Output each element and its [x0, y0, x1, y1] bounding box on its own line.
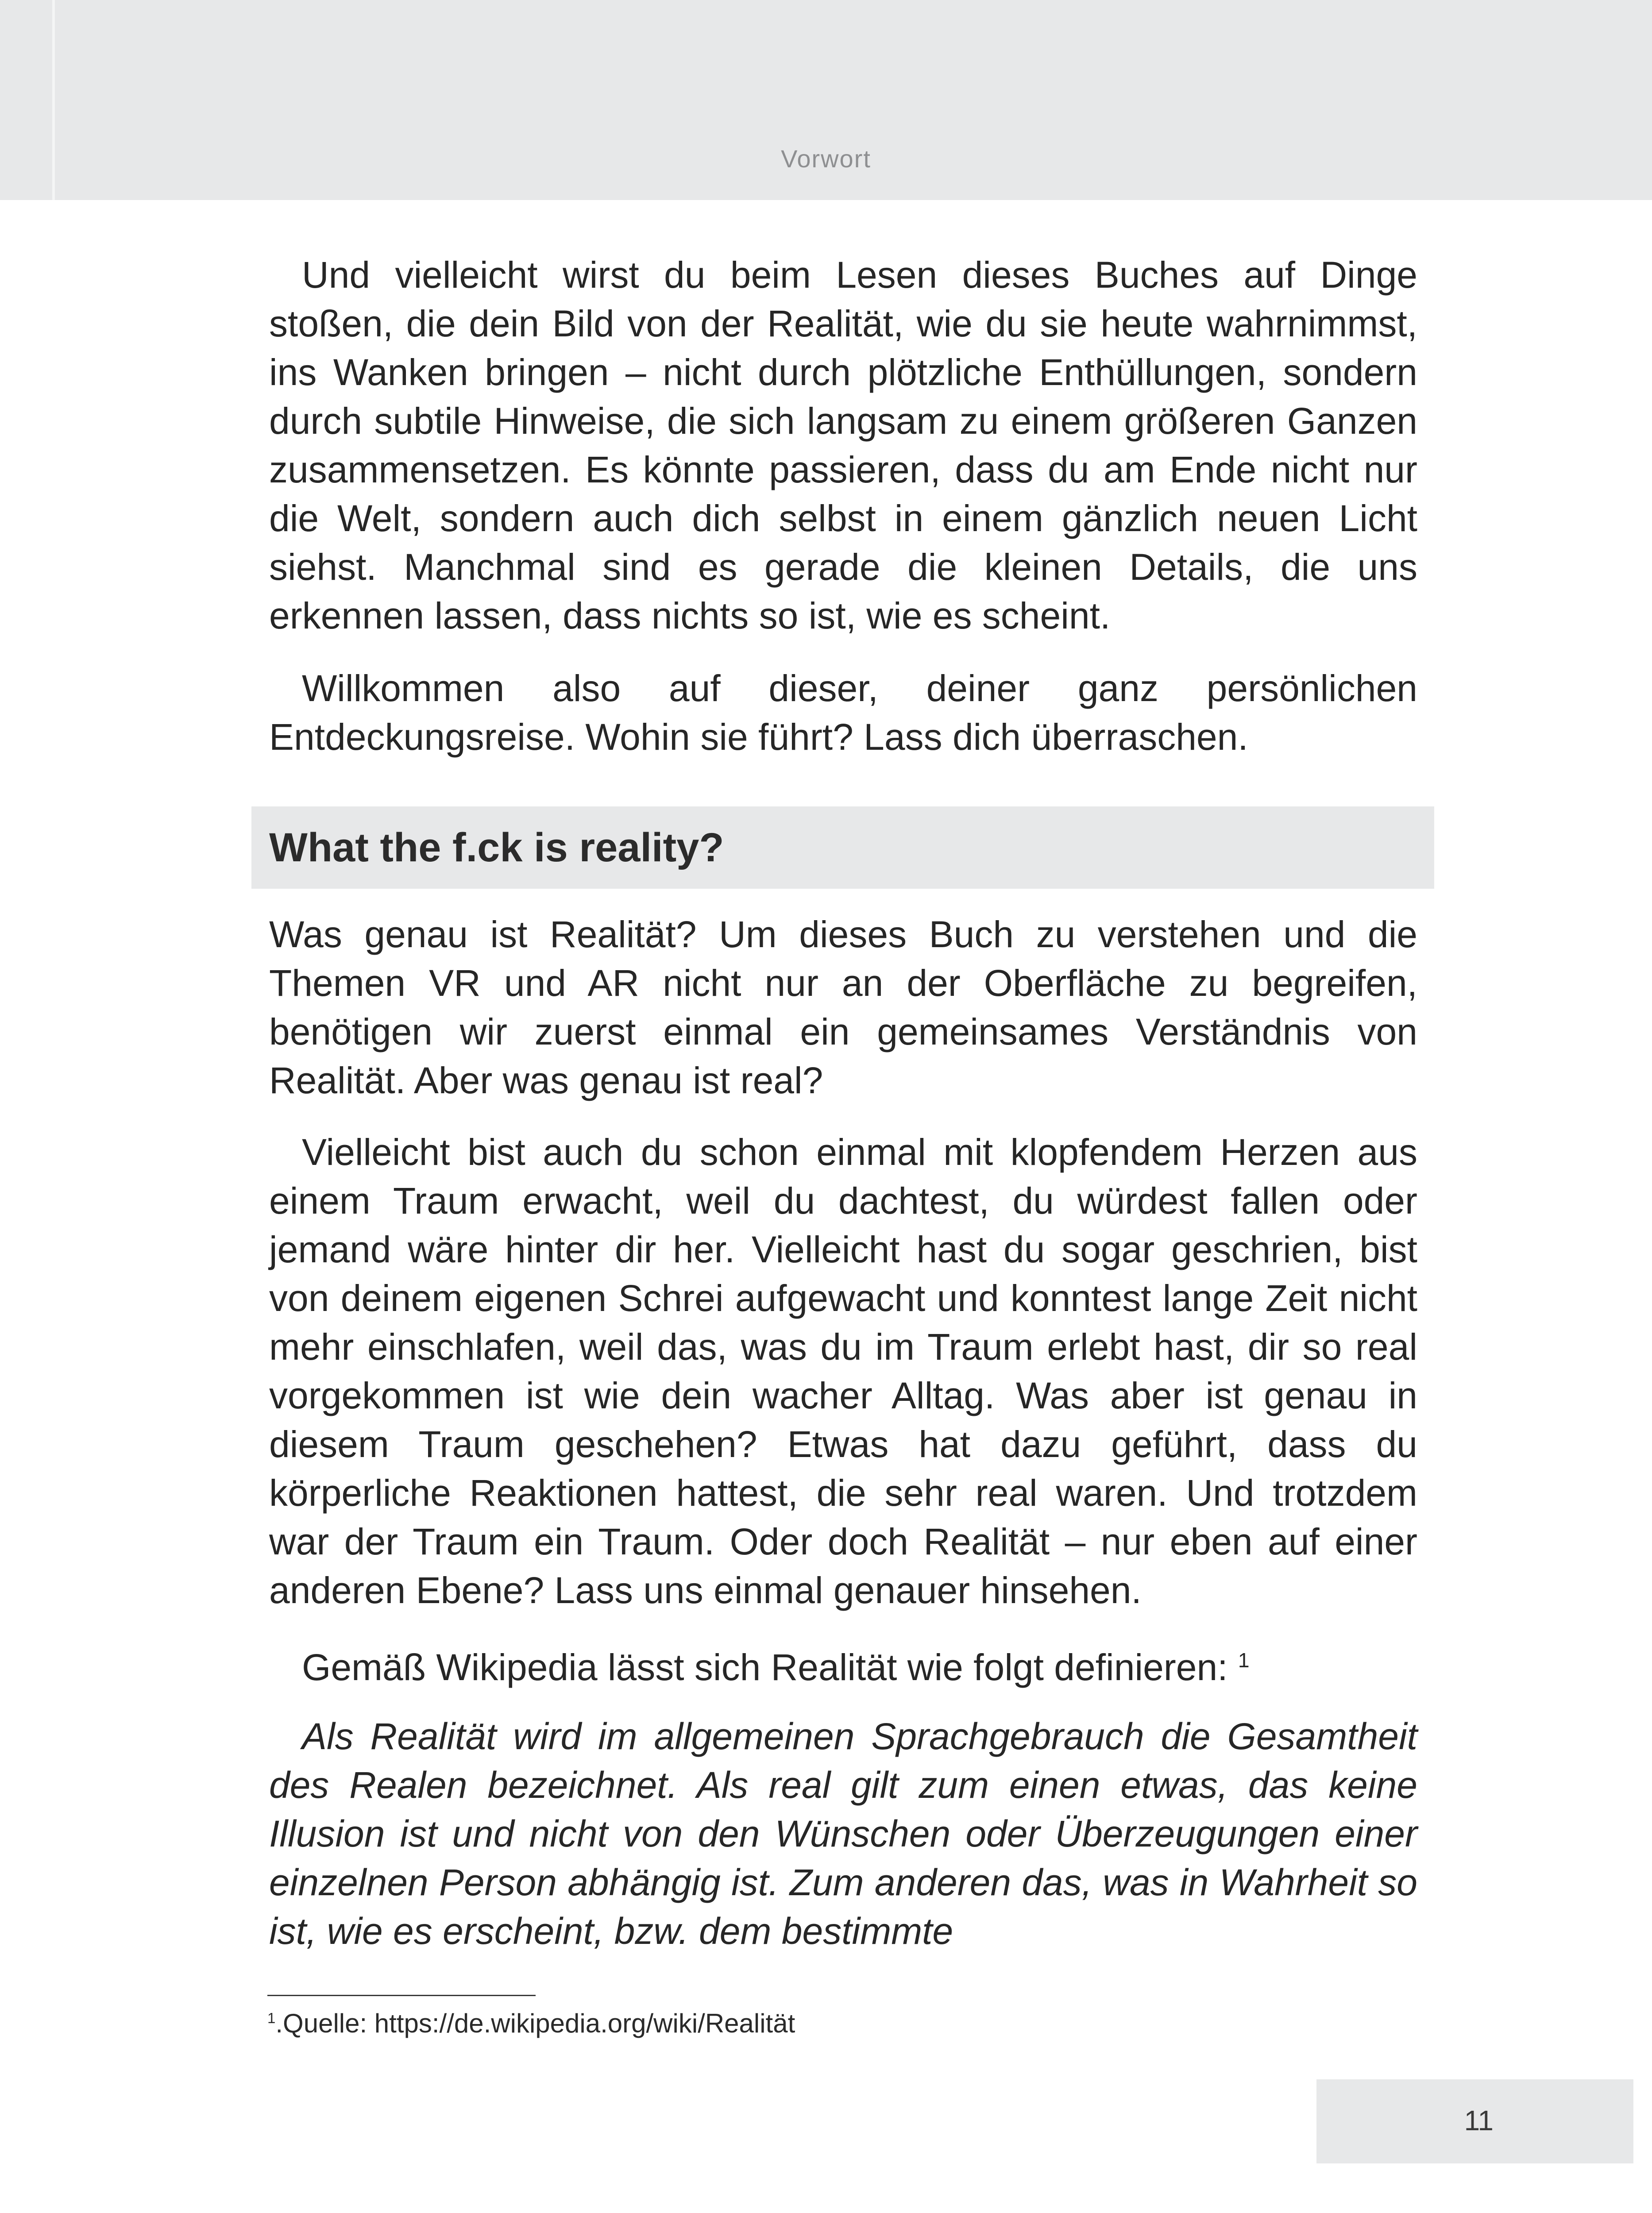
section-heading: What the f.ck is reality?: [269, 825, 724, 870]
paragraph-reality-question: Was genau ist Realität? Um dieses Buch zu verstehen und die Themen VR und AR nicht nur an der Oberfläche zu begreifen, benötigen wir zuerst einmal ein gemeinsames Verständnis von Realität. Aber was genau ist real?: [269, 914, 1417, 1101]
footnote-reference: 1: [1238, 1649, 1250, 1672]
paragraph-dream: Vielleicht bist auch du schon einmal mit klopfendem Herzen aus einem Traum erwacht, weil du dachtest, du würdest fallen oder jemand wäre hinter dir her. Vielleicht hast du sogar geschrien, bist von deinem eigenen Schrei aufgewacht und konntest lange Zeit nicht mehr einschlafen, weil das, was du im Traum erlebt hast, dir so real vorgekommen ist wie dein wacher Alltag. Was aber ist genau in diesem Traum geschehen? Etwas hat dazu geführt, dass du körperliche Reaktionen hattest, die sehr real waren. Und trotzdem war der Traum ein Traum. Oder doch Realität – nur eben auf einer anderen Ebene? Lass uns einmal genauer hinsehen.: [269, 1131, 1417, 1611]
footnote: [267, 2006, 795, 2041]
running-head: Vorwort: [781, 145, 871, 173]
paragraph-definition-quote: Als Realität wird im allgemeinen Sprachgebrauch die Gesamtheit des Realen bezeichnet. Als real gilt zum einen etwas, das keine Illusion ist und nicht von den Wünschen oder Überzeugungen einer einzelnen Person abhängig ist. Zum anderen das, was in Wahrheit so ist, wie es erscheint, bzw. dem bestimmte: [269, 1716, 1417, 1952]
footnote-text: .Quelle: https://de.wikipedia.org/wiki/Realität: [275, 2009, 795, 2038]
paragraph-intro-2: Willkommen also auf dieser, deiner ganz persönlichen Entdeckungsreise. Wohin sie führt? Lass dich überraschen.: [269, 667, 1417, 758]
footnote-marker: 1: [267, 2010, 276, 2026]
wikipedia-intro-text: Gemäß Wikipedia lässt sich Realität wie folgt definieren:: [302, 1646, 1228, 1688]
paragraph-wikipedia-intro: [269, 1643, 1417, 1692]
footnote-rule: [267, 1995, 536, 1996]
paragraph-intro-1: Und vielleicht wirst du beim Lesen dieses Buches auf Dinge stoßen, die dein Bild von der Realität, wie du sie heute wahrnimmst, ins Wanken bringen – nicht durch plötzliche Enthüllungen, sondern durch subtile Hinweise, die sich langsam zu einem größeren Ganzen zusammensetzen. Es könnte passieren, dass du am Ende nicht nur die Welt, sondern auch dich selbst in einem gänzlich neuen Licht siehst. Manchmal sind es gerade die kleinen Details, die uns erkennen lassen, dass nichts so ist, wie es scheint.: [269, 254, 1417, 636]
page-number: 11: [1464, 2105, 1494, 2136]
